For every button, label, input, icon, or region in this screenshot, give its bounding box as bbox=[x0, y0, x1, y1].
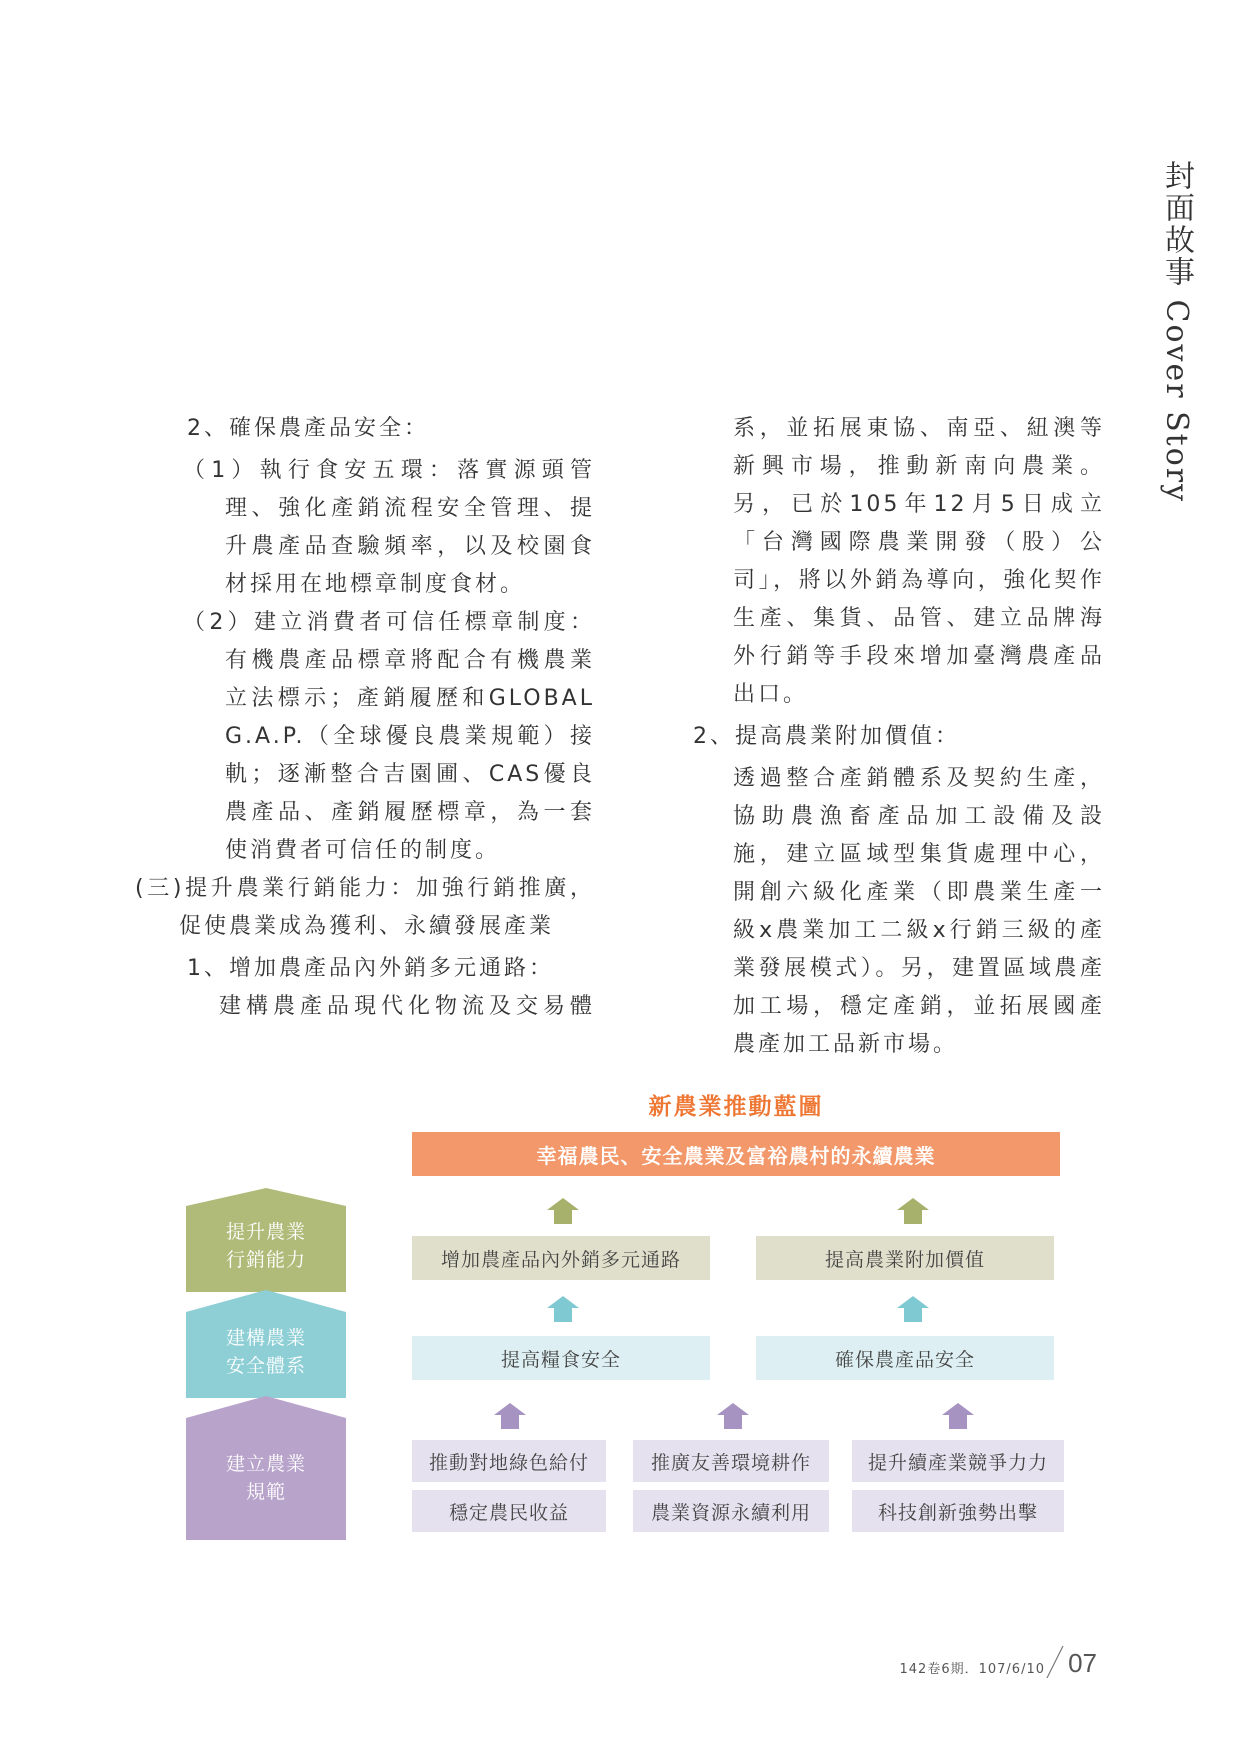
paragraph: （1）執行食安五環：落實源頭管理、強化產銷流程安全管理、提升農產品查驗頻率，以及校園食材採用在地標章制度食材。 bbox=[183, 458, 595, 597]
norms-box: 科技創新強勢出擊 bbox=[852, 1490, 1064, 1532]
section-title: 封面故事 Cover Story bbox=[1159, 160, 1194, 504]
page-number: 07 bbox=[1068, 1648, 1097, 1678]
norms-box: 推廣友善環境耕作 bbox=[633, 1440, 829, 1482]
norms-box: 推動對地綠色給付 bbox=[412, 1440, 606, 1482]
up-arrow-icon bbox=[717, 1403, 749, 1429]
up-arrow-icon bbox=[547, 1198, 579, 1224]
tier-norms bbox=[186, 1396, 346, 1540]
up-arrow-icon bbox=[897, 1198, 929, 1224]
marketing-box: 增加農產品內外銷多元通路 bbox=[412, 1236, 710, 1280]
paragraph: （2）建立消費者可信任標章制度：有機農產品標章將配合有機農業立法標示；產銷履歷和GLOBAL G.A.P.（全球優良農業規範）接軌；逐漸整合吉園圃、CAS優良農產品、產銷履歷標章，為一套使消費者可信任的制度。 bbox=[183, 610, 595, 863]
paragraph: 系，並拓展東協、南亞、紐澳等新興市場，推動新南向農業。另，已於105年12月5日成立「台灣國際農業開發（股）公司」，將以外銷為導向，強化契作生產、集貨、品管、建立品牌海外行銷等手段來增加臺灣農產品出口。 bbox=[733, 416, 1105, 707]
goal-bar: 幸福農民、安全農業及富裕農村的永續農業 bbox=[412, 1132, 1060, 1176]
tier-label: 提升農業 bbox=[225, 1221, 306, 1243]
tier-label: 建立農業 bbox=[225, 1453, 306, 1475]
tier-label: 安全體系 bbox=[225, 1355, 306, 1377]
norms-box: 農業資源永續利用 bbox=[633, 1490, 829, 1532]
safety-box: 提高糧食安全 bbox=[412, 1336, 710, 1380]
up-arrow-icon bbox=[942, 1403, 974, 1429]
left-text-column bbox=[135, 410, 595, 1026]
paragraph: 2、提高農業附加價值： bbox=[693, 724, 960, 749]
up-arrow-icon bbox=[547, 1296, 579, 1322]
paragraph: 建構農產品現代化物流及交易體 bbox=[219, 994, 595, 1019]
up-arrow-icon bbox=[494, 1403, 526, 1429]
tier-label: 規範 bbox=[245, 1481, 286, 1503]
paragraph: 2、確保農產品安全： bbox=[187, 416, 429, 441]
tier-safety bbox=[186, 1290, 346, 1398]
slash-divider-icon bbox=[1045, 1644, 1065, 1680]
paragraph: (三)提升農業行銷能力：加強行銷推廣，促使農業成為獲利、永續發展產業 bbox=[135, 876, 595, 939]
paragraph: 透過整合產銷體系及契約生產，協助農漁畜產品加工設備及設施，建立區域型集貨處理中心，開創六級化產業（即農業生產一級x農業加工二級x行銷三級的產業發展模式）。另，建置區域農產加工場，穩定產銷，並拓展國產農產加工品新市場。 bbox=[733, 766, 1105, 1057]
tier-label: 建構農業 bbox=[225, 1327, 306, 1349]
diagram-title: 新農業推動藍圖 bbox=[648, 1094, 824, 1120]
safety-box: 確保農產品安全 bbox=[756, 1336, 1054, 1380]
paragraph: 1、增加農產品內外銷多元通路： bbox=[187, 956, 554, 981]
tier-label: 行銷能力 bbox=[225, 1249, 306, 1271]
issue-info: 142卷6期．107/6/10 bbox=[899, 1662, 1045, 1677]
norms-box: 提升續產業競爭力力 bbox=[852, 1440, 1064, 1482]
norms-box: 穩定農民收益 bbox=[412, 1490, 606, 1532]
right-text-column bbox=[685, 410, 1105, 1064]
page-footer bbox=[899, 1648, 1105, 1690]
up-arrow-icon bbox=[897, 1296, 929, 1322]
tier-marketing bbox=[186, 1188, 346, 1292]
marketing-box: 提高農業附加價值 bbox=[756, 1236, 1054, 1280]
